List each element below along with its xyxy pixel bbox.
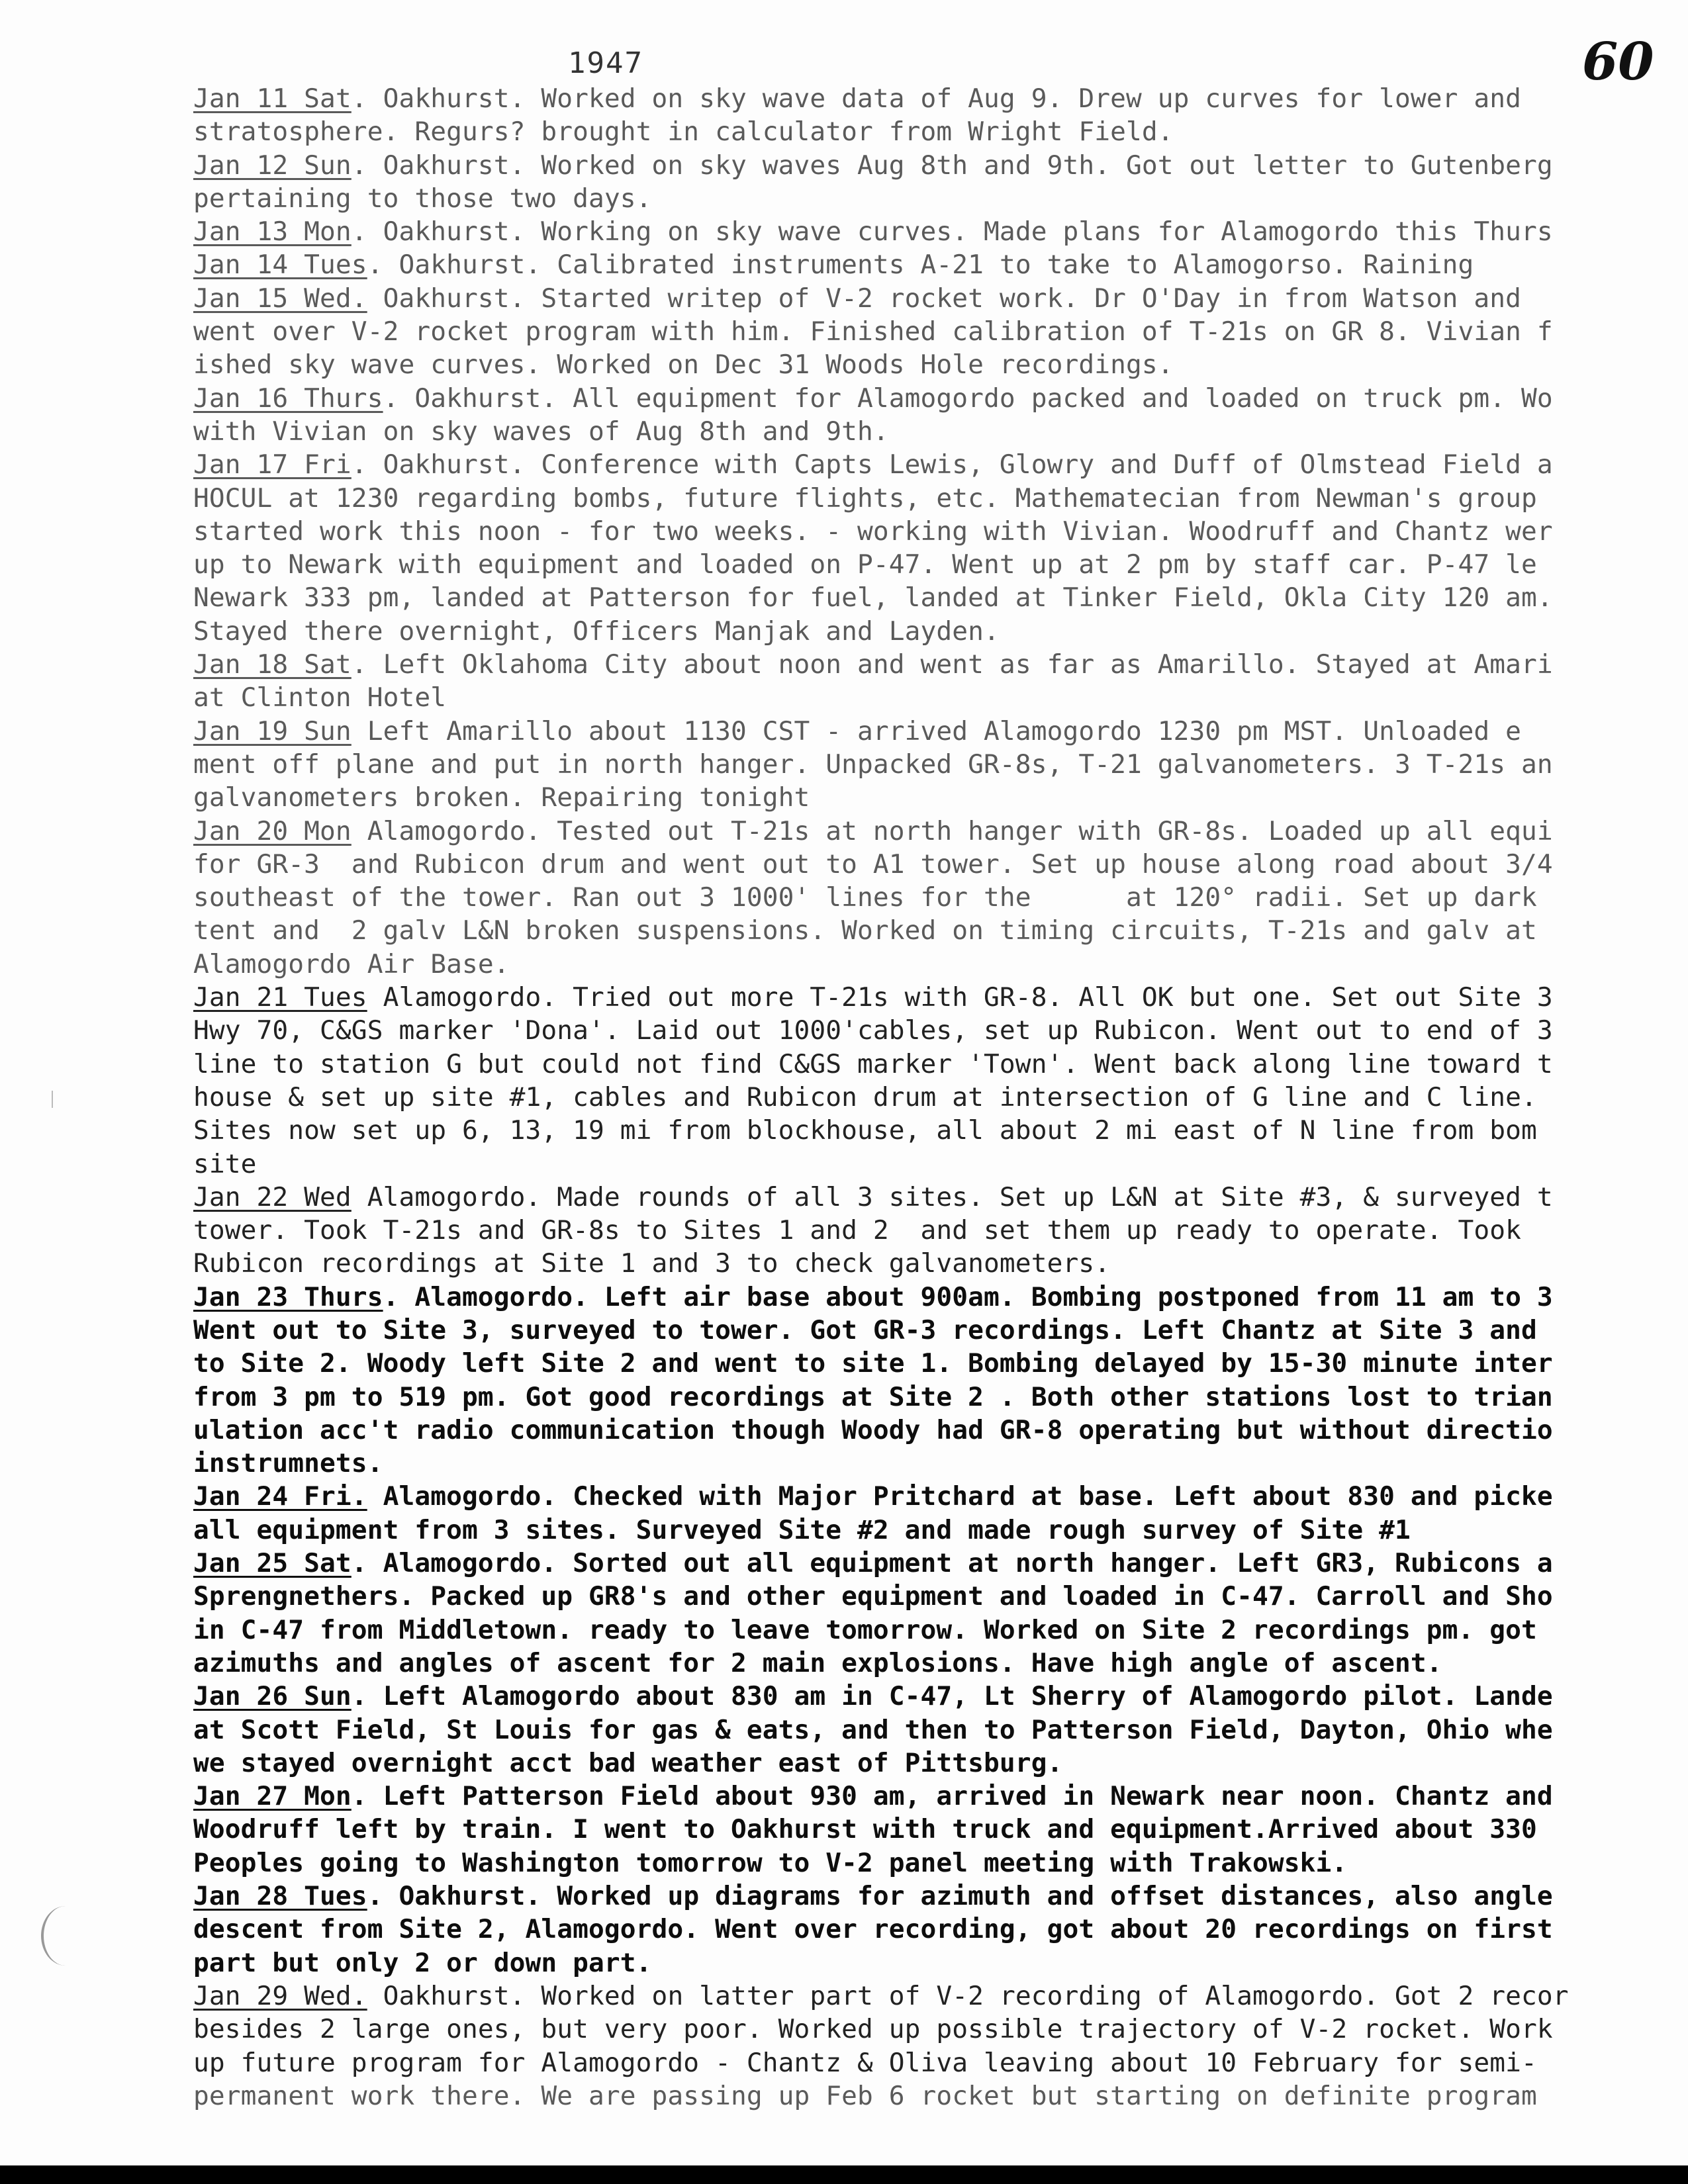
entry-date: Jan 20 Mon [193,815,352,846]
entry-date: Jan 26 Sun [193,1681,352,1712]
entry-date: Jan 17 Fri [193,449,352,480]
journal-line [193,482,1663,515]
entry-text: up future program for Alamogordo - Chantz & Oliva leaving about 10 February for semi- [193,2047,1537,2078]
journal-line [193,1647,1663,1680]
journal-entry-start [193,1281,1663,1314]
journal-line [193,1846,1663,1880]
entry-date: Jan 24 Fri. [193,1481,367,1512]
journal-line [193,2079,1663,2113]
entry-text: Oakhurst. Started writep of V-2 rocket work. Dr O'Day in from Watson and [367,283,1522,314]
entry-text: . Alamogordo. Sorted out all equipment at north hanger. Left GR3, Rubicons a [351,1548,1553,1579]
journal-entry-start [193,248,1663,281]
journal-line [193,948,1663,981]
entry-date: Jan 22 Wed [193,1181,352,1212]
journal-entry-start [193,715,1663,748]
journal-line [193,748,1663,781]
entry-text: pertaining to those two days. [193,183,652,214]
entry-text: up to Newark with equipment and loaded on P-47. Went up at 2 pm by staff car. P-47 le [193,549,1537,580]
journal-entry-start [193,1181,1663,1214]
entry-text: tent and 2 galv L&N broken suspensions. Worked on timing circuits, T-21s and galv at [193,915,1537,946]
entry-date: Jan 28 Tues [193,1881,367,1912]
entry-text: in C-47 from Middletown. ready to leave tomorrow. Worked on Site 2 recordings pm. got [193,1614,1537,1645]
entry-date: Jan 11 Sat [193,83,352,114]
journal-entry-start [193,382,1663,415]
journal-entry-start [193,1680,1663,1713]
journal-entry-start [193,815,1663,848]
entry-text: house & set up site #1, cables and Rubicon drum at intersection of G line and C line. [193,1081,1537,1113]
entry-text: ished sky wave curves. Worked on Dec 31 Woods Hole recordings. [193,349,1174,381]
entry-text: Newark 333 pm, landed at Patterson for fuel, landed at Tinker Field, Okla City 120 am. [193,582,1553,614]
journal-entries [193,82,1663,2113]
entry-text: for GR-3 and Rubicon drum and went out to A1 tower. Set up house along road about 3/4 [193,848,1553,880]
entry-text: Hwy 70, C&GS marker 'Dona'. Laid out 1000'cables, set up Rubicon. Went out to end of 3 [193,1015,1553,1046]
entry-text: Sites now set up 6, 13, 19 mi from blockhouse, all about 2 mi east of N line from bom [193,1115,1537,1146]
entry-text: at Clinton Hotel [193,682,447,713]
entry-text: permanent work there. We are passing up Feb 6 rocket but starting on definite program [193,2080,1537,2111]
entry-date: Jan 15 Wed. [193,283,367,314]
journal-line [193,182,1663,215]
journal-entry-start [193,1979,1663,2013]
page-number: 60 [1582,32,1654,92]
entry-text: at Scott Field, St Louis for gas & eats, and then to Patterson Field, Dayton, Ohio whe [193,1714,1553,1745]
margin-tick-mark [52,1091,53,1108]
journal-entry-start [193,82,1663,115]
entry-text: descent from Site 2, Alamogordo. Went over recording, got about 20 recordings on first [193,1914,1553,1945]
journal-entry-start [193,981,1663,1014]
entry-date: Jan 19 Sun [193,715,352,747]
entry-text: Alamogordo. Tried out more T-21s with GR-8. All OK but one. Set out Site 3 [367,982,1553,1013]
scan-bottom-edge [0,2165,1688,2184]
journal-line [193,1214,1663,1247]
journal-entry-start [193,282,1663,315]
journal-entry-start [193,648,1663,681]
journal-line [193,2046,1663,2079]
entry-text: Went out to Site 3, surveyed to tower. Got GR-3 recordings. Left Chantz at Site 3 and [193,1314,1537,1345]
journal-line [193,315,1663,348]
journal-line [193,914,1663,947]
journal-line [193,1614,1663,1647]
entry-text: site [193,1148,257,1179]
journal-line [193,115,1663,148]
entry-text: . Oakhurst. All equipment for Alamogordo packed and loaded on truck pm. Wo [383,383,1553,414]
journal-line [193,1713,1663,1747]
entry-text: Rubicon recordings at Site 1 and 3 to check galvanometers. [193,1248,1111,1279]
entry-text: Alamogordo. Checked with Major Pritchard at base. Left about 830 and picke [367,1481,1553,1512]
entry-text: . Oakhurst. Conference with Capts Lewis, Glowry and Duff of Olmstead Field a [351,449,1553,480]
entry-text: tower. Took T-21s and GR-8s to Sites 1 and 2 and set them up ready to operate. Took [193,1215,1522,1246]
journal-line [193,1747,1663,1780]
journal-line [193,1247,1663,1280]
journal-line [193,1081,1663,1114]
journal-line [193,1014,1663,1047]
journal-entry-start [193,1480,1663,1513]
entry-text: besides 2 large ones, but very poor. Worked up possible trajectory of V-2 rocket. Work [193,2014,1553,2045]
journal-entry-start [193,1880,1663,1913]
entry-text: Stayed there overnight, Officers Manjak and Layden. [193,615,1000,647]
journal-line [193,1580,1663,1613]
journal-line [193,681,1663,714]
entry-text: . Left Oklahoma City about noon and went as far as Amarillo. Stayed at Amari [351,649,1553,680]
entry-text: azimuths and angles of ascent for 2 main explosions. Have high angle of ascent. [193,1647,1442,1678]
journal-line [193,1314,1663,1347]
entry-text: we stayed overnight acct bad weather east of Pittsburg. [193,1747,1063,1778]
entry-text: all equipment from 3 sites. Surveyed Site #2 and made rough survey of Site #1 [193,1514,1411,1545]
entry-text: . Left Patterson Field about 930 am, arrived in Newark near noon. Chantz and [351,1781,1553,1812]
journal-line [193,1414,1663,1447]
entry-text: Sprengnethers. Packed up GR8's and other equipment and loaded in C-47. Carroll and Sho [193,1581,1553,1612]
entry-date: Jan 12 Sun [193,150,352,181]
entry-text: . Oakhurst. Working on sky wave curves. Made plans for Alamogordo this Thurs [351,216,1553,248]
journal-line [193,548,1663,581]
entry-text: . Oakhurst. Worked on sky waves Aug 8th and 9th. Got out letter to Gutenberg [351,150,1553,181]
journal-entry-start [193,1547,1663,1580]
entry-date: Jan 27 Mon [193,1781,352,1812]
entry-text: went over V-2 rocket program with him. Finished calibration of T-21s on GR 8. Vivian f [193,316,1553,347]
journal-line [193,348,1663,381]
journal-line [193,848,1663,881]
entry-text: to Site 2. Woody left Site 2 and went to site 1. Bombing delayed by 15-30 minute inter [193,1348,1553,1379]
entry-date: Jan 13 Mon [193,216,352,248]
entry-date: Jan 18 Sat [193,649,352,680]
entry-text: instrumnets. [193,1448,383,1479]
journal-line [193,1347,1663,1380]
journal-line [193,1381,1663,1414]
entry-text: ment off plane and put in north hanger. Unpacked GR-8s, T-21 galvanometers. 3 T-21s an [193,749,1553,780]
journal-line [193,615,1663,648]
entry-text: ulation acc't radio communication though Woody had GR-8 operating but without directio [193,1414,1553,1445]
entry-text: Oakhurst. Worked on latter part of V-2 recording of Alamogordo. Got 2 recor [367,1980,1569,2011]
entry-text: . Oakhurst. Worked up diagrams for azimuth and offset distances, also angle [367,1881,1553,1912]
entry-text: HOCUL at 1230 regarding bombs, future flights, etc. Mathematecian from Newman's group [193,482,1537,514]
journal-line [193,881,1663,914]
entry-text: galvanometers broken. Repairing tonight [193,782,810,813]
entry-text: line to station G but could not find C&GS marker 'Town'. Went back along line toward t [193,1048,1553,1079]
journal-line [193,1447,1663,1480]
entry-text: Alamogordo. Tested out T-21s at north hanger with GR-8s. Loaded up all equi [351,815,1553,846]
entry-text: Left Amarillo about 1130 CST - arrived Alamogordo 1230 pm MST. Unloaded e [351,715,1522,747]
entry-date: Jan 29 Wed. [193,1980,367,2011]
journal-line [193,781,1663,814]
journal-line [193,2013,1663,2046]
entry-text: from 3 pm to 519 pm. Got good recordings at Site 2 . Both other stations lost to trian [193,1381,1553,1412]
entry-text: . Oakhurst. Calibrated instruments A-21 to take to Alamogorso. Raining [367,250,1474,281]
entry-text: started work this noon - for two weeks. - working with Vivian. Woodruff and Chantz wer [193,516,1553,547]
entry-text: . Oakhurst. Worked on sky wave data of Aug 9. Drew up curves for lower and [351,83,1522,114]
journal-line [193,1114,1663,1147]
entry-text: Alamogordo Air Base. [193,948,510,979]
entry-text: Woodruff left by train. I went to Oakhurst with truck and equipment.Arrived about 330 [193,1814,1537,1845]
entry-text: . Alamogordo. Left air base about 900am. Bombing postponed from 11 am to 3 [383,1281,1553,1312]
journal-entry-start [193,215,1663,248]
journal-line [193,1813,1663,1846]
entry-text: Peoples going to Washington tomorrow to V-2 panel meeting with Trakowski. [193,1847,1348,1878]
entry-text: stratosphere. Regurs? brought in calculator from Wright Field. [193,116,1174,148]
journal-entry-start [193,448,1663,481]
journal-line [193,415,1663,448]
journal-line [193,1048,1663,1081]
journal-line [193,1514,1663,1547]
entry-date: Jan 25 Sat [193,1548,352,1579]
entry-date: Jan 16 Thurs [193,383,383,414]
journal-line [193,1946,1663,1979]
journal-line [193,515,1663,548]
entry-date: Jan 23 Thurs [193,1281,383,1312]
entry-date: Jan 14 Tues [193,250,367,281]
entry-text: with Vivian on sky waves of Aug 8th and 9th. [193,416,889,447]
journal-line [193,1913,1663,1946]
year-header: 1947 [568,46,643,80]
journal-line [193,581,1663,614]
journal-entry-start [193,1780,1663,1813]
journal-line [193,1148,1663,1181]
journal-entry-start [193,149,1663,182]
entry-text: . Left Alamogordo about 830 am in C-47, Lt Sherry of Alamogordo pilot. Lande [351,1681,1553,1712]
entry-text: southeast of the tower. Ran out 3 1000' lines for the at 120° radii. Set up dark [193,882,1537,913]
entry-date: Jan 21 Tues [193,982,367,1013]
margin-bracket-mark [41,1906,90,1966]
entry-text: part but only 2 or down part. [193,1947,652,1978]
entry-text: Alamogordo. Made rounds of all 3 sites. Set up L&N at Site #3, & surveyed t [351,1181,1553,1212]
